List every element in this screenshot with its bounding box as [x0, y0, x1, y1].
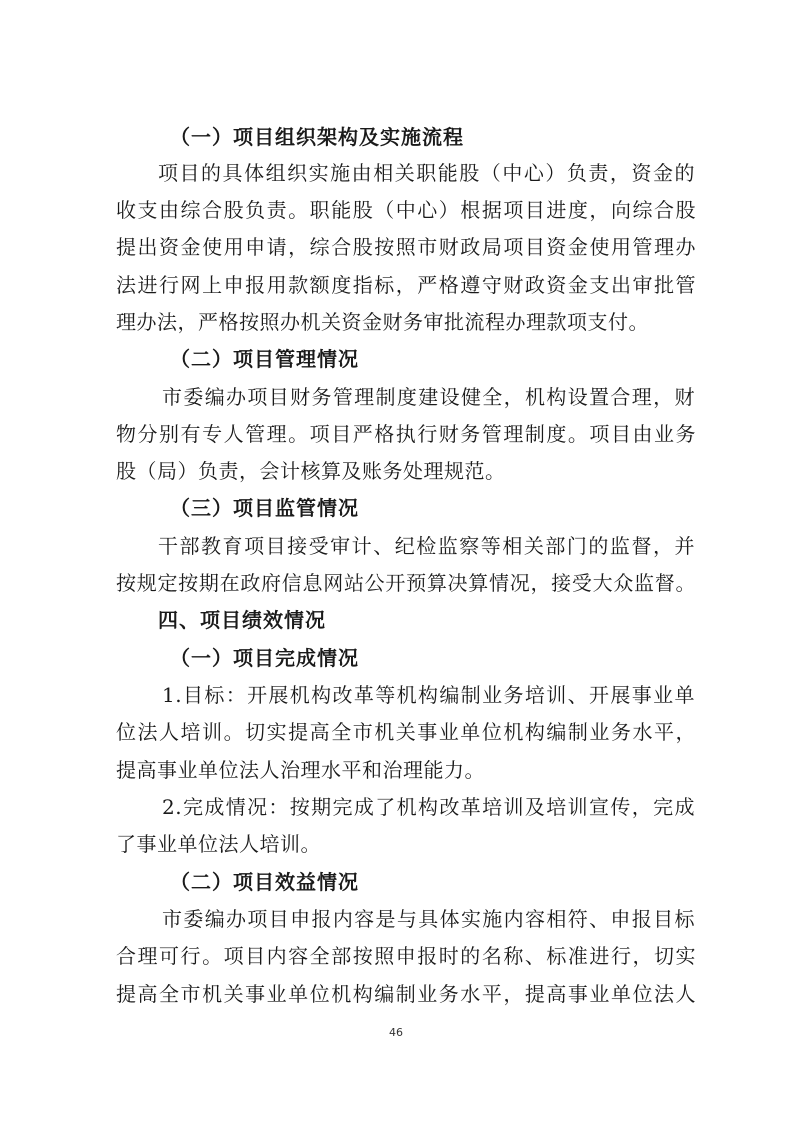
paragraph-line: 提出资金使用申请，综合股按照市财政局项目资金使用管理办 — [116, 235, 696, 259]
paragraph-line: 市委编办项目申报内容是与具体实施内容相符、申报目标 — [162, 907, 695, 931]
paragraph-line: 法进行网上申报用款额度指标，严格遵守财政资金支出审批管 — [116, 273, 696, 297]
paragraph-line: 1.目标：开展机构改革等机构编制业务培训、开展事业单 — [162, 683, 695, 707]
section-heading: （三）项目监管情况 — [170, 496, 359, 520]
paragraph-line: 干部教育项目接受审计、纪检监察等相关部门的监督，并 — [158, 534, 695, 558]
paragraph-line: 了事业单位法人培训。 — [116, 832, 321, 856]
section-heading: （一）项目完成情况 — [170, 646, 359, 670]
paragraph-line: 提高全市机关事业单位机构编制业务水平，提高事业单位法人 — [116, 982, 696, 1006]
paragraph-line: 股（局）负责，会计核算及账务处理规范。 — [116, 459, 506, 483]
paragraph-line: 物分别有专人管理。项目严格执行财务管理制度。项目由业务 — [116, 422, 696, 446]
paragraph-line: 市委编办项目财务管理制度建设健全，机构设置合理，财 — [162, 385, 695, 409]
paragraph-line: 提高事业单位法人治理水平和治理能力。 — [116, 758, 485, 782]
section-heading: （二）项目管理情况 — [170, 347, 359, 371]
paragraph-line: 合理可行。项目内容全部按照申报时的名称、标准进行，切实 — [116, 944, 696, 968]
section-heading: （一）项目组织架构及实施流程 — [170, 125, 464, 149]
section-heading: 四、项目绩效情况 — [158, 608, 326, 632]
paragraph-line: 项目的具体组织实施由相关职能股（中心）负责，资金的 — [158, 161, 695, 185]
page-number: 46 — [389, 1026, 403, 1039]
paragraph-line: 位法人培训。切实提高全市机关事业单位机构编制业务水平， — [116, 720, 696, 744]
paragraph-line: 2.完成情况：按期完成了机构改革培训及培训宣传，完成 — [162, 795, 695, 819]
paragraph-line: 理办法，严格按照办机关资金财务审批流程办理款项支付。 — [116, 310, 649, 334]
paragraph-line: 收支由综合股负责。职能股（中心）根据项目进度，向综合股 — [116, 198, 696, 222]
paragraph-line: 按规定按期在政府信息网站公开预算决算情况，接受大众监督。 — [116, 571, 696, 595]
section-heading: （二）项目效益情况 — [170, 870, 359, 894]
